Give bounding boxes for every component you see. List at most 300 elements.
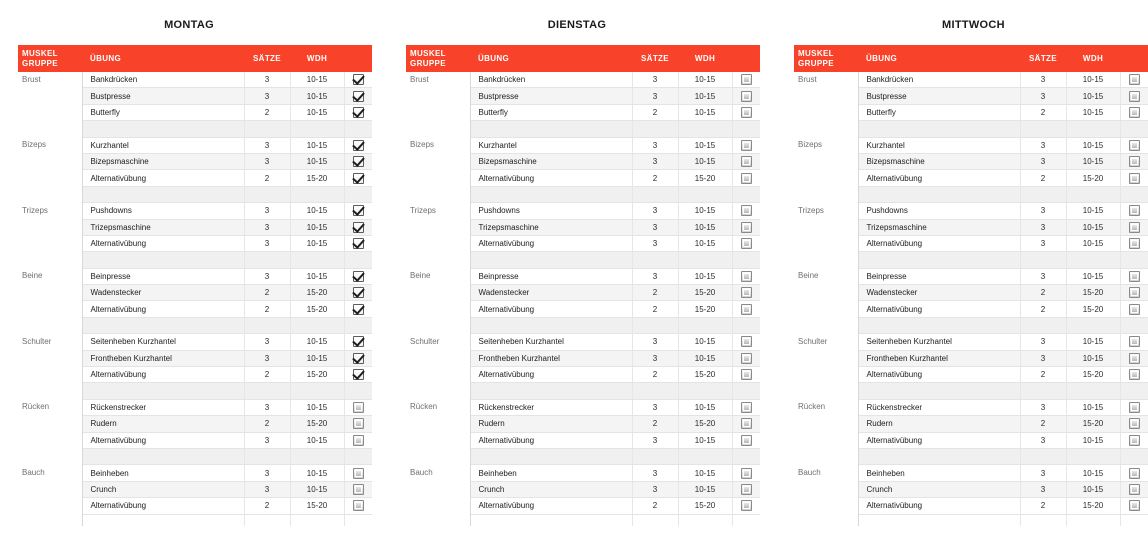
table-row: [406, 203, 760, 219]
column-header-done: [1120, 45, 1148, 72]
exercise-cell: Kurzhantel: [858, 137, 1020, 153]
reps-cell: 15-20: [678, 367, 732, 383]
checkbox-unchecked-icon[interactable]: [1129, 107, 1140, 118]
done-cell: [344, 72, 372, 88]
done-cell: [1120, 432, 1148, 448]
checkbox-checked-icon[interactable]: [353, 369, 364, 380]
spacer-cell: [632, 383, 678, 399]
reps-cell: 10-15: [1066, 104, 1120, 120]
done-cell: [732, 498, 760, 514]
sets-cell: 3: [632, 153, 678, 169]
reps-cell: 15-20: [290, 367, 344, 383]
checkbox-unchecked-icon[interactable]: [741, 271, 752, 282]
reps-cell: 10-15: [678, 268, 732, 284]
done-cell: [1120, 235, 1148, 251]
sets-cell: 3: [1020, 203, 1066, 219]
table-row: [406, 268, 760, 284]
checkbox-unchecked-icon[interactable]: [1129, 304, 1140, 315]
done-cell: [1120, 350, 1148, 366]
day-title: DIENSTAG: [547, 19, 607, 31]
reps-cell: 15-20: [678, 301, 732, 317]
sets-cell: 2: [1020, 367, 1066, 383]
table-row: [794, 399, 1148, 415]
exercise-cell: Alternativübung: [82, 498, 244, 514]
sets-cell: 3: [632, 350, 678, 366]
sets-cell: 2: [632, 170, 678, 186]
spacer-cell: [678, 383, 732, 399]
checkbox-unchecked-icon[interactable]: [741, 238, 752, 249]
sets-cell: 3: [1020, 432, 1066, 448]
column-header-sets: SÄTZE: [1020, 45, 1066, 72]
checkbox-unchecked-icon[interactable]: [1129, 222, 1140, 233]
spacer-cell: [244, 121, 290, 137]
exercise-cell: Pushdowns: [858, 203, 1020, 219]
checkbox-unchecked-icon[interactable]: [741, 435, 752, 446]
workout-table: [18, 45, 372, 526]
reps-cell: 10-15: [290, 235, 344, 251]
muscle-group-cell: Bizeps: [794, 137, 858, 203]
done-cell: [732, 268, 760, 284]
column-header-reps: WDH: [290, 45, 344, 72]
muscle-group-cell: Bizeps: [406, 137, 470, 203]
done-cell: [1120, 481, 1148, 497]
spacer-cell: [470, 448, 632, 464]
checkbox-unchecked-icon[interactable]: [741, 402, 752, 413]
column-header-muscle-group-line1: MUSKEL: [22, 48, 58, 58]
spacer-cell: [244, 252, 290, 268]
sets-cell: 3: [1020, 219, 1066, 235]
spacer-cell: [82, 252, 244, 268]
muscle-group-cell: Trizeps: [794, 203, 858, 269]
spacer-cell: [290, 383, 344, 399]
checkbox-unchecked-icon[interactable]: [741, 304, 752, 315]
column-header-done: [344, 45, 372, 72]
done-cell: [344, 153, 372, 169]
exercise-cell: Bizepsmaschine: [858, 153, 1020, 169]
checkbox-unchecked-icon[interactable]: [741, 500, 752, 511]
reps-cell: 15-20: [678, 498, 732, 514]
spacer-cell: [1020, 186, 1066, 202]
exercise-cell: Kurzhantel: [82, 137, 244, 153]
spacer-cell: [1066, 252, 1120, 268]
checkbox-unchecked-icon[interactable]: [741, 173, 752, 184]
column-header-muscle-group-line1: MUSKEL: [798, 48, 834, 58]
done-cell: [344, 268, 372, 284]
exercise-cell: Bankdrücken: [470, 72, 632, 88]
done-cell: [344, 350, 372, 366]
checkbox-unchecked-icon[interactable]: [741, 468, 752, 479]
spacer-cell: [470, 514, 632, 526]
sets-cell: 2: [632, 285, 678, 301]
sets-cell: 2: [244, 104, 290, 120]
reps-cell: 10-15: [290, 350, 344, 366]
sets-cell: 2: [244, 498, 290, 514]
checkbox-checked-icon[interactable]: [353, 336, 364, 347]
exercise-cell: Rudern: [470, 416, 632, 432]
reps-cell: 15-20: [1066, 416, 1120, 432]
checkbox-checked-icon[interactable]: [353, 91, 364, 102]
reps-cell: 10-15: [678, 203, 732, 219]
spacer-cell: [1020, 448, 1066, 464]
checkbox-checked-icon[interactable]: [353, 271, 364, 282]
sets-cell: 2: [632, 367, 678, 383]
exercise-cell: Trizepsmaschine: [470, 219, 632, 235]
exercise-cell: Bizepsmaschine: [82, 153, 244, 169]
checkbox-unchecked-icon[interactable]: [741, 418, 752, 429]
done-cell: [1120, 367, 1148, 383]
reps-cell: 15-20: [290, 301, 344, 317]
table-row: [18, 72, 372, 88]
table-row: [794, 334, 1148, 350]
sets-cell: 3: [244, 219, 290, 235]
reps-cell: 15-20: [290, 416, 344, 432]
exercise-cell: Alternativübung: [858, 367, 1020, 383]
exercise-cell: Beinheben: [858, 465, 1020, 481]
sets-cell: 3: [632, 137, 678, 153]
spacer-cell: [1020, 383, 1066, 399]
done-cell: [1120, 498, 1148, 514]
checkbox-unchecked-icon[interactable]: [353, 402, 364, 413]
reps-cell: 10-15: [290, 399, 344, 415]
reps-cell: 15-20: [1066, 367, 1120, 383]
spacer-cell: [1066, 121, 1120, 137]
reps-cell: 10-15: [1066, 350, 1120, 366]
checkbox-unchecked-icon[interactable]: [741, 156, 752, 167]
exercise-cell: Alternativübung: [82, 301, 244, 317]
checkbox-checked-icon[interactable]: [353, 156, 364, 167]
sets-cell: 3: [244, 399, 290, 415]
checkbox-checked-icon[interactable]: [353, 287, 364, 298]
muscle-group-cell: Brust: [794, 72, 858, 137]
sets-cell: 2: [632, 301, 678, 317]
sets-cell: 2: [632, 498, 678, 514]
checkbox-unchecked-icon[interactable]: [741, 484, 752, 495]
done-cell: [344, 285, 372, 301]
exercise-cell: Alternativübung: [858, 235, 1020, 251]
done-cell: [732, 235, 760, 251]
reps-cell: 10-15: [1066, 88, 1120, 104]
spacer-cell: [1020, 252, 1066, 268]
checkbox-unchecked-icon[interactable]: [1129, 353, 1140, 364]
workout-table: [406, 45, 760, 526]
table-header-row: [406, 45, 760, 72]
checkbox-unchecked-icon[interactable]: [1129, 484, 1140, 495]
exercise-cell: Wadenstecker: [470, 285, 632, 301]
spacer-cell: [344, 514, 372, 526]
done-cell: [1120, 334, 1148, 350]
done-cell: [1120, 137, 1148, 153]
spacer-cell: [1120, 121, 1148, 137]
day-block-mittwoch: [794, 18, 1136, 526]
spacer-cell: [632, 514, 678, 526]
spacer-cell: [1120, 186, 1148, 202]
checkbox-unchecked-icon[interactable]: [353, 500, 364, 511]
reps-cell: 10-15: [1066, 203, 1120, 219]
table-header-row: [18, 45, 372, 72]
exercise-cell: Seitenheben Kurzhantel: [858, 334, 1020, 350]
done-cell: [732, 367, 760, 383]
checkbox-unchecked-icon[interactable]: [741, 222, 752, 233]
reps-cell: 15-20: [1066, 498, 1120, 514]
spacer-cell: [678, 186, 732, 202]
done-cell: [1120, 170, 1148, 186]
done-cell: [732, 432, 760, 448]
checkbox-checked-icon[interactable]: [353, 205, 364, 216]
reps-cell: 10-15: [678, 235, 732, 251]
exercise-cell: Seitenheben Kurzhantel: [470, 334, 632, 350]
spacer-cell: [678, 448, 732, 464]
checkbox-unchecked-icon[interactable]: [741, 205, 752, 216]
checkbox-unchecked-icon[interactable]: [1129, 287, 1140, 298]
muscle-group-cell: Beine: [406, 268, 470, 334]
checkbox-unchecked-icon[interactable]: [741, 140, 752, 151]
checkbox-unchecked-icon[interactable]: [1129, 418, 1140, 429]
checkbox-unchecked-icon[interactable]: [1129, 402, 1140, 413]
table-row: [406, 465, 760, 481]
sets-cell: 3: [244, 137, 290, 153]
spacer-cell: [732, 514, 760, 526]
exercise-cell: Rückenstrecker: [858, 399, 1020, 415]
checkbox-unchecked-icon[interactable]: [353, 484, 364, 495]
reps-cell: 10-15: [290, 203, 344, 219]
muscle-group-cell: Bizeps: [18, 137, 82, 203]
sets-cell: 2: [244, 285, 290, 301]
column-header-reps: WDH: [1066, 45, 1120, 72]
spacer-cell: [244, 514, 290, 526]
spacer-cell: [244, 383, 290, 399]
spacer-cell: [1066, 448, 1120, 464]
column-header-muscle-group-line2: GRUPPE: [410, 58, 446, 68]
spacer-cell: [244, 317, 290, 333]
column-header-done: [732, 45, 760, 72]
reps-cell: 10-15: [290, 268, 344, 284]
spacer-cell: [632, 448, 678, 464]
muscle-group-cell: Beine: [18, 268, 82, 334]
reps-cell: 10-15: [1066, 334, 1120, 350]
exercise-cell: Alternativübung: [82, 432, 244, 448]
reps-cell: 10-15: [678, 137, 732, 153]
clipped-table-viewport: [794, 45, 1104, 526]
table-row: [794, 465, 1148, 481]
checkbox-checked-icon[interactable]: [353, 173, 364, 184]
sets-cell: 3: [244, 72, 290, 88]
sets-cell: 2: [1020, 170, 1066, 186]
exercise-cell: Alternativübung: [470, 498, 632, 514]
checkbox-unchecked-icon[interactable]: [1129, 173, 1140, 184]
done-cell: [732, 153, 760, 169]
checkbox-checked-icon[interactable]: [353, 353, 364, 364]
spacer-cell: [1066, 186, 1120, 202]
exercise-cell: Alternativübung: [470, 301, 632, 317]
checkbox-unchecked-icon[interactable]: [1129, 238, 1140, 249]
reps-cell: 10-15: [290, 72, 344, 88]
sets-cell: 3: [1020, 481, 1066, 497]
exercise-cell: Crunch: [470, 481, 632, 497]
spacer-cell: [858, 514, 1020, 526]
spacer-cell: [632, 186, 678, 202]
spacer-cell: [1020, 317, 1066, 333]
checkbox-unchecked-icon[interactable]: [1129, 74, 1140, 85]
spacer-cell: [290, 186, 344, 202]
sets-cell: 2: [1020, 498, 1066, 514]
checkbox-unchecked-icon[interactable]: [1129, 271, 1140, 282]
done-cell: [732, 219, 760, 235]
reps-cell: 10-15: [1066, 137, 1120, 153]
exercise-cell: Alternativübung: [82, 170, 244, 186]
spacer-cell: [632, 121, 678, 137]
exercise-cell: Alternativübung: [82, 235, 244, 251]
exercise-cell: Butterfly: [82, 104, 244, 120]
table-row: [794, 72, 1148, 88]
spacer-cell: [470, 186, 632, 202]
reps-cell: 15-20: [290, 285, 344, 301]
checkbox-unchecked-icon[interactable]: [1129, 205, 1140, 216]
checkbox-unchecked-icon[interactable]: [741, 107, 752, 118]
spacer-cell: [732, 252, 760, 268]
checkbox-checked-icon[interactable]: [353, 238, 364, 249]
sets-cell: 2: [632, 104, 678, 120]
spacer-cell: [344, 383, 372, 399]
reps-cell: 10-15: [678, 153, 732, 169]
checkbox-checked-icon[interactable]: [353, 222, 364, 233]
reps-cell: 10-15: [1066, 399, 1120, 415]
sets-cell: 2: [244, 170, 290, 186]
done-cell: [732, 72, 760, 88]
sets-cell: 3: [244, 235, 290, 251]
reps-cell: 15-20: [290, 170, 344, 186]
sets-cell: 3: [1020, 465, 1066, 481]
done-cell: [732, 104, 760, 120]
muscle-group-cell: Beine: [794, 268, 858, 334]
spacer-cell: [1120, 448, 1148, 464]
checkbox-unchecked-icon[interactable]: [1129, 468, 1140, 479]
reps-cell: 10-15: [678, 432, 732, 448]
checkbox-checked-icon[interactable]: [353, 74, 364, 85]
sets-cell: 3: [1020, 350, 1066, 366]
spacer-cell: [732, 186, 760, 202]
checkbox-unchecked-icon[interactable]: [353, 418, 364, 429]
done-cell: [344, 399, 372, 415]
spacer-cell: [732, 448, 760, 464]
exercise-cell: Butterfly: [858, 104, 1020, 120]
checkbox-unchecked-icon[interactable]: [1129, 156, 1140, 167]
reps-cell: 10-15: [678, 72, 732, 88]
column-header-muscle-group-line2: GRUPPE: [22, 58, 58, 68]
sets-cell: 3: [244, 465, 290, 481]
table-row: [406, 72, 760, 88]
done-cell: [732, 465, 760, 481]
spacer-cell: [82, 383, 244, 399]
done-cell: [732, 481, 760, 497]
table-row: [794, 137, 1148, 153]
sets-cell: 2: [1020, 285, 1066, 301]
done-cell: [1120, 465, 1148, 481]
sets-cell: 3: [1020, 137, 1066, 153]
checkbox-unchecked-icon[interactable]: [741, 353, 752, 364]
reps-cell: 10-15: [678, 88, 732, 104]
checkbox-unchecked-icon[interactable]: [741, 336, 752, 347]
sets-cell: 3: [632, 72, 678, 88]
checkbox-checked-icon[interactable]: [353, 140, 364, 151]
done-cell: [1120, 219, 1148, 235]
exercise-cell: Frontheben Kurzhantel: [470, 350, 632, 366]
checkbox-unchecked-icon[interactable]: [1129, 91, 1140, 102]
column-header-reps: WDH: [678, 45, 732, 72]
checkbox-unchecked-icon[interactable]: [741, 74, 752, 85]
reps-cell: 10-15: [1066, 432, 1120, 448]
sets-cell: 3: [244, 481, 290, 497]
workout-table: [794, 45, 1148, 526]
sets-cell: 2: [632, 416, 678, 432]
done-cell: [1120, 416, 1148, 432]
checkbox-unchecked-icon[interactable]: [353, 435, 364, 446]
checkbox-unchecked-icon[interactable]: [1129, 500, 1140, 511]
done-cell: [1120, 268, 1148, 284]
done-cell: [732, 88, 760, 104]
spacer-cell: [678, 252, 732, 268]
done-cell: [1120, 72, 1148, 88]
muscle-group-cell: Schulter: [18, 334, 82, 400]
column-header-muscle-group: [406, 45, 470, 72]
muscle-group-cell: Bauch: [794, 465, 858, 526]
exercise-cell: Alternativübung: [470, 235, 632, 251]
spacer-cell: [290, 317, 344, 333]
reps-cell: 10-15: [1066, 219, 1120, 235]
sets-cell: 3: [632, 334, 678, 350]
reps-cell: 10-15: [1066, 72, 1120, 88]
checkbox-checked-icon[interactable]: [353, 107, 364, 118]
sets-cell: 3: [244, 350, 290, 366]
checkbox-unchecked-icon[interactable]: [1129, 140, 1140, 151]
checkbox-unchecked-icon[interactable]: [1129, 369, 1140, 380]
checkbox-unchecked-icon[interactable]: [741, 287, 752, 298]
sets-cell: 3: [244, 268, 290, 284]
table-row: [18, 399, 372, 415]
exercise-cell: Bustpresse: [470, 88, 632, 104]
spacer-cell: [1020, 514, 1066, 526]
exercise-cell: Alternativübung: [858, 432, 1020, 448]
sets-cell: 2: [244, 416, 290, 432]
reps-cell: 10-15: [290, 432, 344, 448]
muscle-group-cell: Bauch: [18, 465, 82, 526]
done-cell: [344, 481, 372, 497]
checkbox-unchecked-icon[interactable]: [741, 369, 752, 380]
checkbox-unchecked-icon[interactable]: [1129, 336, 1140, 347]
reps-cell: 10-15: [678, 399, 732, 415]
checkbox-unchecked-icon[interactable]: [741, 91, 752, 102]
sets-cell: 3: [1020, 235, 1066, 251]
table-row: [406, 399, 760, 415]
checkbox-checked-icon[interactable]: [353, 304, 364, 315]
spacer-cell: [858, 186, 1020, 202]
done-cell: [344, 104, 372, 120]
exercise-cell: Bustpresse: [82, 88, 244, 104]
checkbox-unchecked-icon[interactable]: [353, 468, 364, 479]
spacer-cell: [244, 186, 290, 202]
sets-cell: 3: [632, 399, 678, 415]
done-cell: [344, 137, 372, 153]
done-cell: [732, 334, 760, 350]
exercise-cell: Beinpresse: [470, 268, 632, 284]
spacer-cell: [858, 121, 1020, 137]
exercise-cell: Bankdrücken: [82, 72, 244, 88]
muscle-group-cell: Brust: [406, 72, 470, 137]
spacer-cell: [678, 317, 732, 333]
spacer-cell: [1066, 383, 1120, 399]
muscle-group-cell: Brust: [18, 72, 82, 137]
spacer-cell: [470, 121, 632, 137]
checkbox-unchecked-icon[interactable]: [1129, 435, 1140, 446]
